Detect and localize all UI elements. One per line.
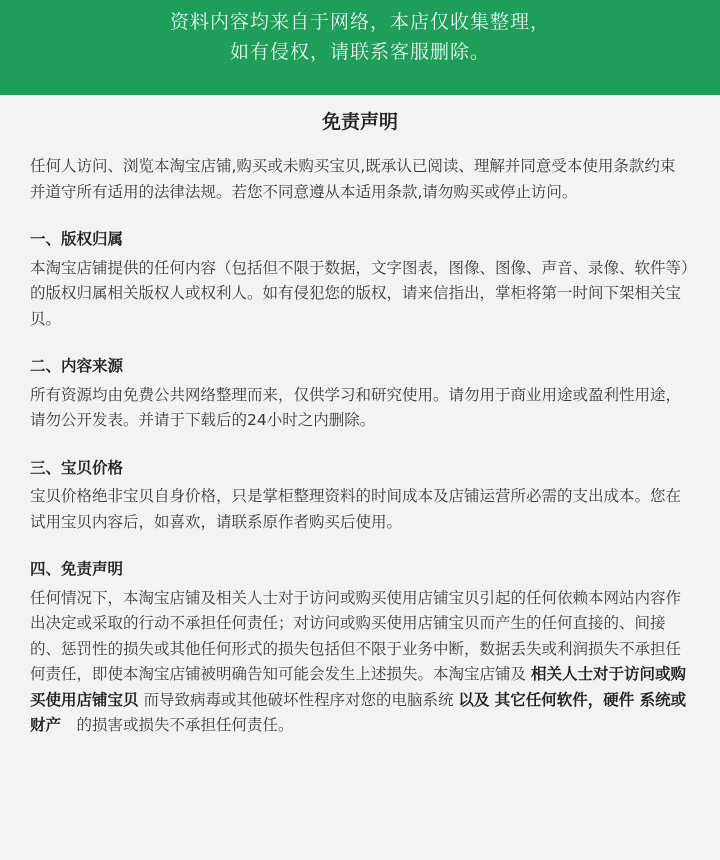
body-text: 的损害或损失不承担任何责任。: [61, 716, 294, 734]
section-disclaimer: [30, 557, 690, 739]
section-item-price: [30, 456, 690, 536]
section-heading: 三、宝贝价格: [30, 458, 124, 477]
body-text: 而导致病毒或其他破坏性程序对您的电脑系统: [138, 690, 459, 709]
section-content-source: [30, 354, 690, 434]
body-bold-text: 以及 其它任何软件，硬件 系统或财产: [30, 690, 687, 734]
disclaimer-content: [0, 107, 720, 739]
section-body: 本淘宝店铺提供的任何内容（包括但不限于数据，文字图表，图像、图像、声音、录像、软件等）的版权归属相关版权人或权利人。如有侵犯您的版权，请来信指出，掌柜将第一时间下架相关宝贝。: [30, 258, 689, 328]
section-heading: 四、免责声明: [30, 560, 124, 578]
section-copyright: [30, 227, 690, 332]
notice-banner: [0, 0, 720, 95]
intro-paragraph: 任何人访问、浏览本淘宝店铺,购买或未购买宝贝,既承认已阅读、理解并同意受本使用条款约束并道守所有适用的法律法规。若您不同意遵从本适用条款,请勿购买或停止访问。: [30, 157, 676, 201]
section-body: 所有资源均由免费公共网络整理而来，仅供学习和研究使用。请勿用于商业用途或盈利性用途，请勿公开发表。并请于下载后的24小时之内删除。: [30, 385, 682, 429]
body-bold-text: 相关人士对于访问或购买使用店铺宝贝: [30, 665, 686, 709]
page-title: 免责声明: [321, 111, 398, 133]
section-heading: 一、版权归属: [30, 230, 124, 248]
section-heading: 二、内容来源: [30, 357, 124, 375]
section-body: 宝贝价格绝非宝贝自身价格，只是掌柜整理资料的时间成本及店铺运营所必需的支出成本。您在试用宝贝内容后，如喜欢，请联系原作者购买后使用。: [30, 487, 682, 531]
banner-line-2: 如有侵权，请联系客服删除。: [229, 41, 490, 63]
body-text: 任何情况下，本淘宝店铺及相关人士对于访问或购买使用店铺宝贝引起的任何依赖本网站内容作出决定或采取的行动不承担任何责任；对访问或购买使用店铺宝贝而产生的任何直接的、间接的、惩罚性的损失或其他任何形式的损失包括但不限于业务中断，数据丢失或利润损失不承担任何责任，即使本淘宝店铺被明确告知可能会发生上述损失。本淘宝店铺及: [30, 588, 682, 683]
section-body: [30, 586, 690, 739]
banner-line-1: 资料内容均来自于网络，本店仅收集整理，: [169, 11, 550, 33]
